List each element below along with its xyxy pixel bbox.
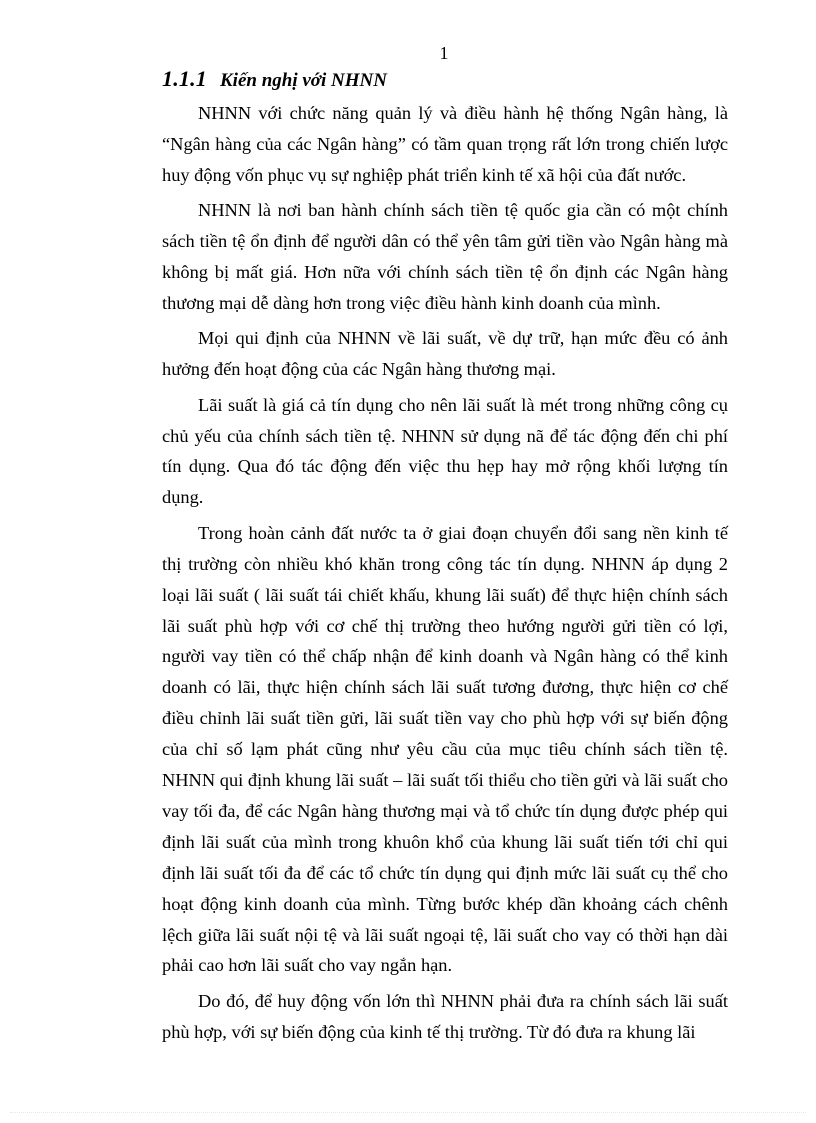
paragraph-1: NHNN với chức năng quản lý và điều hành hệ thống Ngân hàng, là “Ngân hàng của các Ngân hàng” có tầm quan trọng rất lớn trong chiến lược huy động vốn phục vụ sự nghiệp phát triển kinh tế xã hội của đất nước.	[162, 103, 728, 185]
section-number: 1.1.1	[162, 66, 207, 91]
paragraph-3: Mọi qui định của NHNN về lãi suất, về dự trữ, hạn mức đều có ảnh hưởng đến hoạt động của các Ngân hàng thương mại.	[162, 328, 728, 380]
paragraph-2: NHNN là nơi ban hành chính sách tiền tệ quốc gia cần có một chính sách tiền tệ ổn định để người dân có thể yên tâm gửi tiền vào Ngân hàng mà không bị mất giá. Hơn nữa với chính sách tiền tệ ổn định các Ngân hàng thương mại dễ dàng hơn trong việc điều hành kinh doanh của mình.	[162, 200, 728, 313]
document-body	[162, 66, 728, 1048]
section-heading	[162, 66, 728, 98]
paragraph-5: Trong hoàn cảnh đất nước ta ở giai đoạn chuyển đổi sang nền kinh tế thị trường còn nhiều khó khăn trong công tác tín dụng. NHNN áp dụng 2 loại lãi suất ( lãi suất tái chiết khấu, khung lãi suất) để thực hiện chính sách lãi suất phù hợp với cơ chế thị trường theo hướng người gửi tiền có lợi, người vay tiền có thể chấp nhận để kinh doanh và Ngân hàng có thể kinh doanh có lãi, thực hiện chính sách lãi suất tương đương, thực hiện cơ chế điều chỉnh lãi suất tiền gửi, lãi suất tiền vay cho phù hợp với sự biến động của chỉ số lạm phát cũng như yêu cầu của mục tiêu chính sách tiền tệ. NHNN qui định khung lãi suất – lãi suất tối thiểu cho tiền gửi và lãi suất cho vay tối đa, để các Ngân hàng thương mại và tổ chức tín dụng được phép qui định lãi suất của mình trong khuôn khổ của khung lãi suất tiến tới chỉ qui định lãi suất tối đa để các tổ chức tín dụng qui định mức lãi suất cụ thể cho hoạt động kinh doanh của mình. Từng bước khép dần khoảng cách chênh lệch giữa lãi suất nội tệ và lãi suất ngoại tệ, lãi suất cho vay có thời hạn dài phải cao hơn lãi suất cho vay ngắn hạn.	[162, 522, 728, 976]
section-title: Kiến nghị với NHNN	[220, 70, 387, 91]
page-number-text: 1	[439, 43, 449, 63]
page-bottom-border	[10, 1112, 806, 1113]
page-number	[0, 42, 816, 64]
paragraph-6: Do đó, để huy động vốn lớn thì NHNN phải đưa ra chính sách lãi suất phù hợp, với sự biến động của kinh tế thị trường. Từ đó đưa ra khung lãi	[162, 990, 728, 1042]
paragraph-4: Lãi suất là giá cả tín dụng cho nên lãi suất là mét trong những công cụ chủ yếu của chính sách tiền tệ. NHNN sử dụng nã để tác động đến chi phí tín dụng. Qua đó tác động đến việc thu hẹp hay mở rộng khối lượng tín dụng.	[162, 394, 728, 508]
